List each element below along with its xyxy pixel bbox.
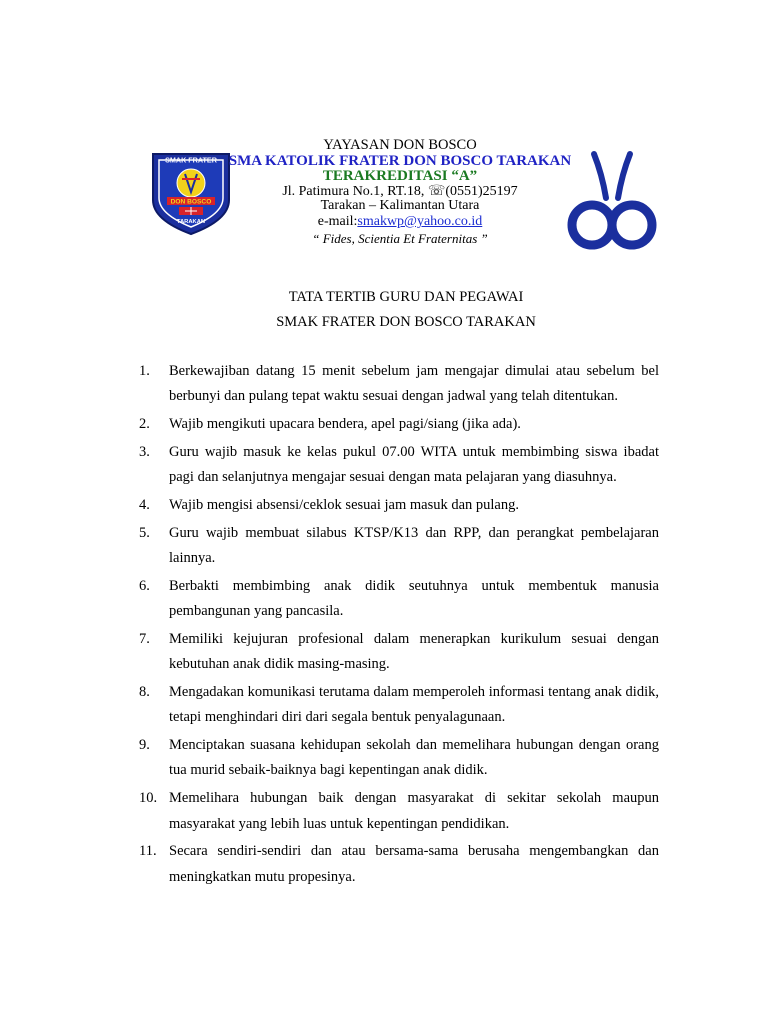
rule-number: 7. (139, 630, 150, 647)
rule-number: 5. (139, 524, 150, 541)
rule-item (139, 574, 659, 625)
rule-item (139, 493, 659, 518)
rule-text: Wajib mengikuti upacara bendera, apel pagi/siang (jika ada). (169, 416, 521, 433)
rule-text: Memiliki kejujuran profesional dalam menerapkan kurikulum sesuai dengan kebutuhan anak didik masing-masing. (169, 630, 659, 673)
rule-number: 4. (139, 496, 150, 513)
rule-item (139, 521, 659, 572)
rule-number: 10. (139, 790, 158, 807)
email-link[interactable]: smakwp@yahoo.co.id (357, 214, 483, 229)
email-label: e-mail: (317, 214, 358, 229)
rule-item (139, 786, 659, 837)
crest-top-text: SMAK FRATER (165, 155, 217, 165)
crest-mid-text: DON BOSCO (170, 198, 212, 206)
school-motto: “ Fides, Scientia Et Fraternitas ” (312, 231, 488, 246)
school-email-line (200, 214, 600, 230)
school-name: SMA KATOLIK FRATER DON BOSCO TARAKAN (228, 153, 572, 169)
foundation-name: YAYASAN DON BOSCO (323, 137, 477, 153)
document-title: TATA TERTIB GURU DAN PEGAWAI (288, 289, 524, 305)
telephone-icon: ☏ (427, 184, 446, 199)
rule-number: 6. (139, 577, 150, 594)
rule-text: Berbakti membimbing anak didik seutuhnya untuk membentuk manusia pembangunan yang pancasila. (169, 577, 659, 620)
rule-number: 3. (139, 443, 150, 460)
rule-item (139, 440, 659, 491)
rule-text: Guru wajib masuk ke kelas pukul 07.00 WITA untuk membimbing siswa ibadat pagi dan selanjutnya mengajar sesuai dengan mata pelajaran yang diasuhnya. (169, 443, 659, 486)
phone-number: (0551)25197 (445, 184, 518, 199)
rule-number: 8. (139, 684, 150, 701)
document-subtitle: SMAK FRATER DON BOSCO TARAKAN (276, 314, 536, 330)
rule-item (139, 839, 659, 890)
rule-number: 9. (139, 737, 150, 754)
rule-text: Mengadakan komunikasi terutama dalam memperoleh informasi tentang anak didik, tetapi menghindari diri dari segala bentuk penyalagunaan. (169, 684, 659, 726)
rule-item (139, 412, 659, 437)
address-text: Jl. Patimura No.1, RT.18, (282, 184, 428, 199)
rule-item (139, 680, 659, 731)
rule-number: 2. (139, 416, 150, 433)
school-city: Tarakan – Kalimantan Utara (320, 198, 480, 213)
crest-bottom-text: TARAKAN (176, 219, 206, 225)
rule-item (139, 733, 659, 784)
rule-item (139, 627, 659, 678)
rule-number: 1. (139, 363, 150, 379)
rules-list (139, 359, 659, 892)
rule-item (139, 359, 659, 410)
rule-text: Wajib mengisi absensi/ceklok sesuai jam masuk dan pulang. (169, 496, 519, 513)
rule-number: 11. (139, 843, 157, 860)
rule-text: Berkewajiban datang 15 menit sebelum jam mengajar dimulai atau sebelum bel berbunyi dan pulang tepat waktu sesuai dengan jadwal yang telah ditentukan. (169, 363, 659, 405)
rule-text: Memelihara hubungan baik dengan masyarakat di sekitar sekolah maupun masyarakat yang lebih luas untuk kepentingan pendidikan. (169, 790, 659, 832)
rule-text: Menciptakan suasana kehidupan sekolah dan memelihara hubungan dengan orang tua murid sebaik-baiknya bagi kepentingan anak didik. (169, 737, 659, 779)
accreditation-status: TERAKREDITASI “A” (322, 168, 478, 184)
rule-text: Secara sendiri-sendiri dan atau bersama-sama berusaha mengembangkan dan meningkatkan mutu propesinya. (169, 843, 659, 885)
rule-text: Guru wajib membuat silabus KTSP/K13 dan RPP, dan perangkat pembelajaran lainnya. (169, 524, 659, 567)
